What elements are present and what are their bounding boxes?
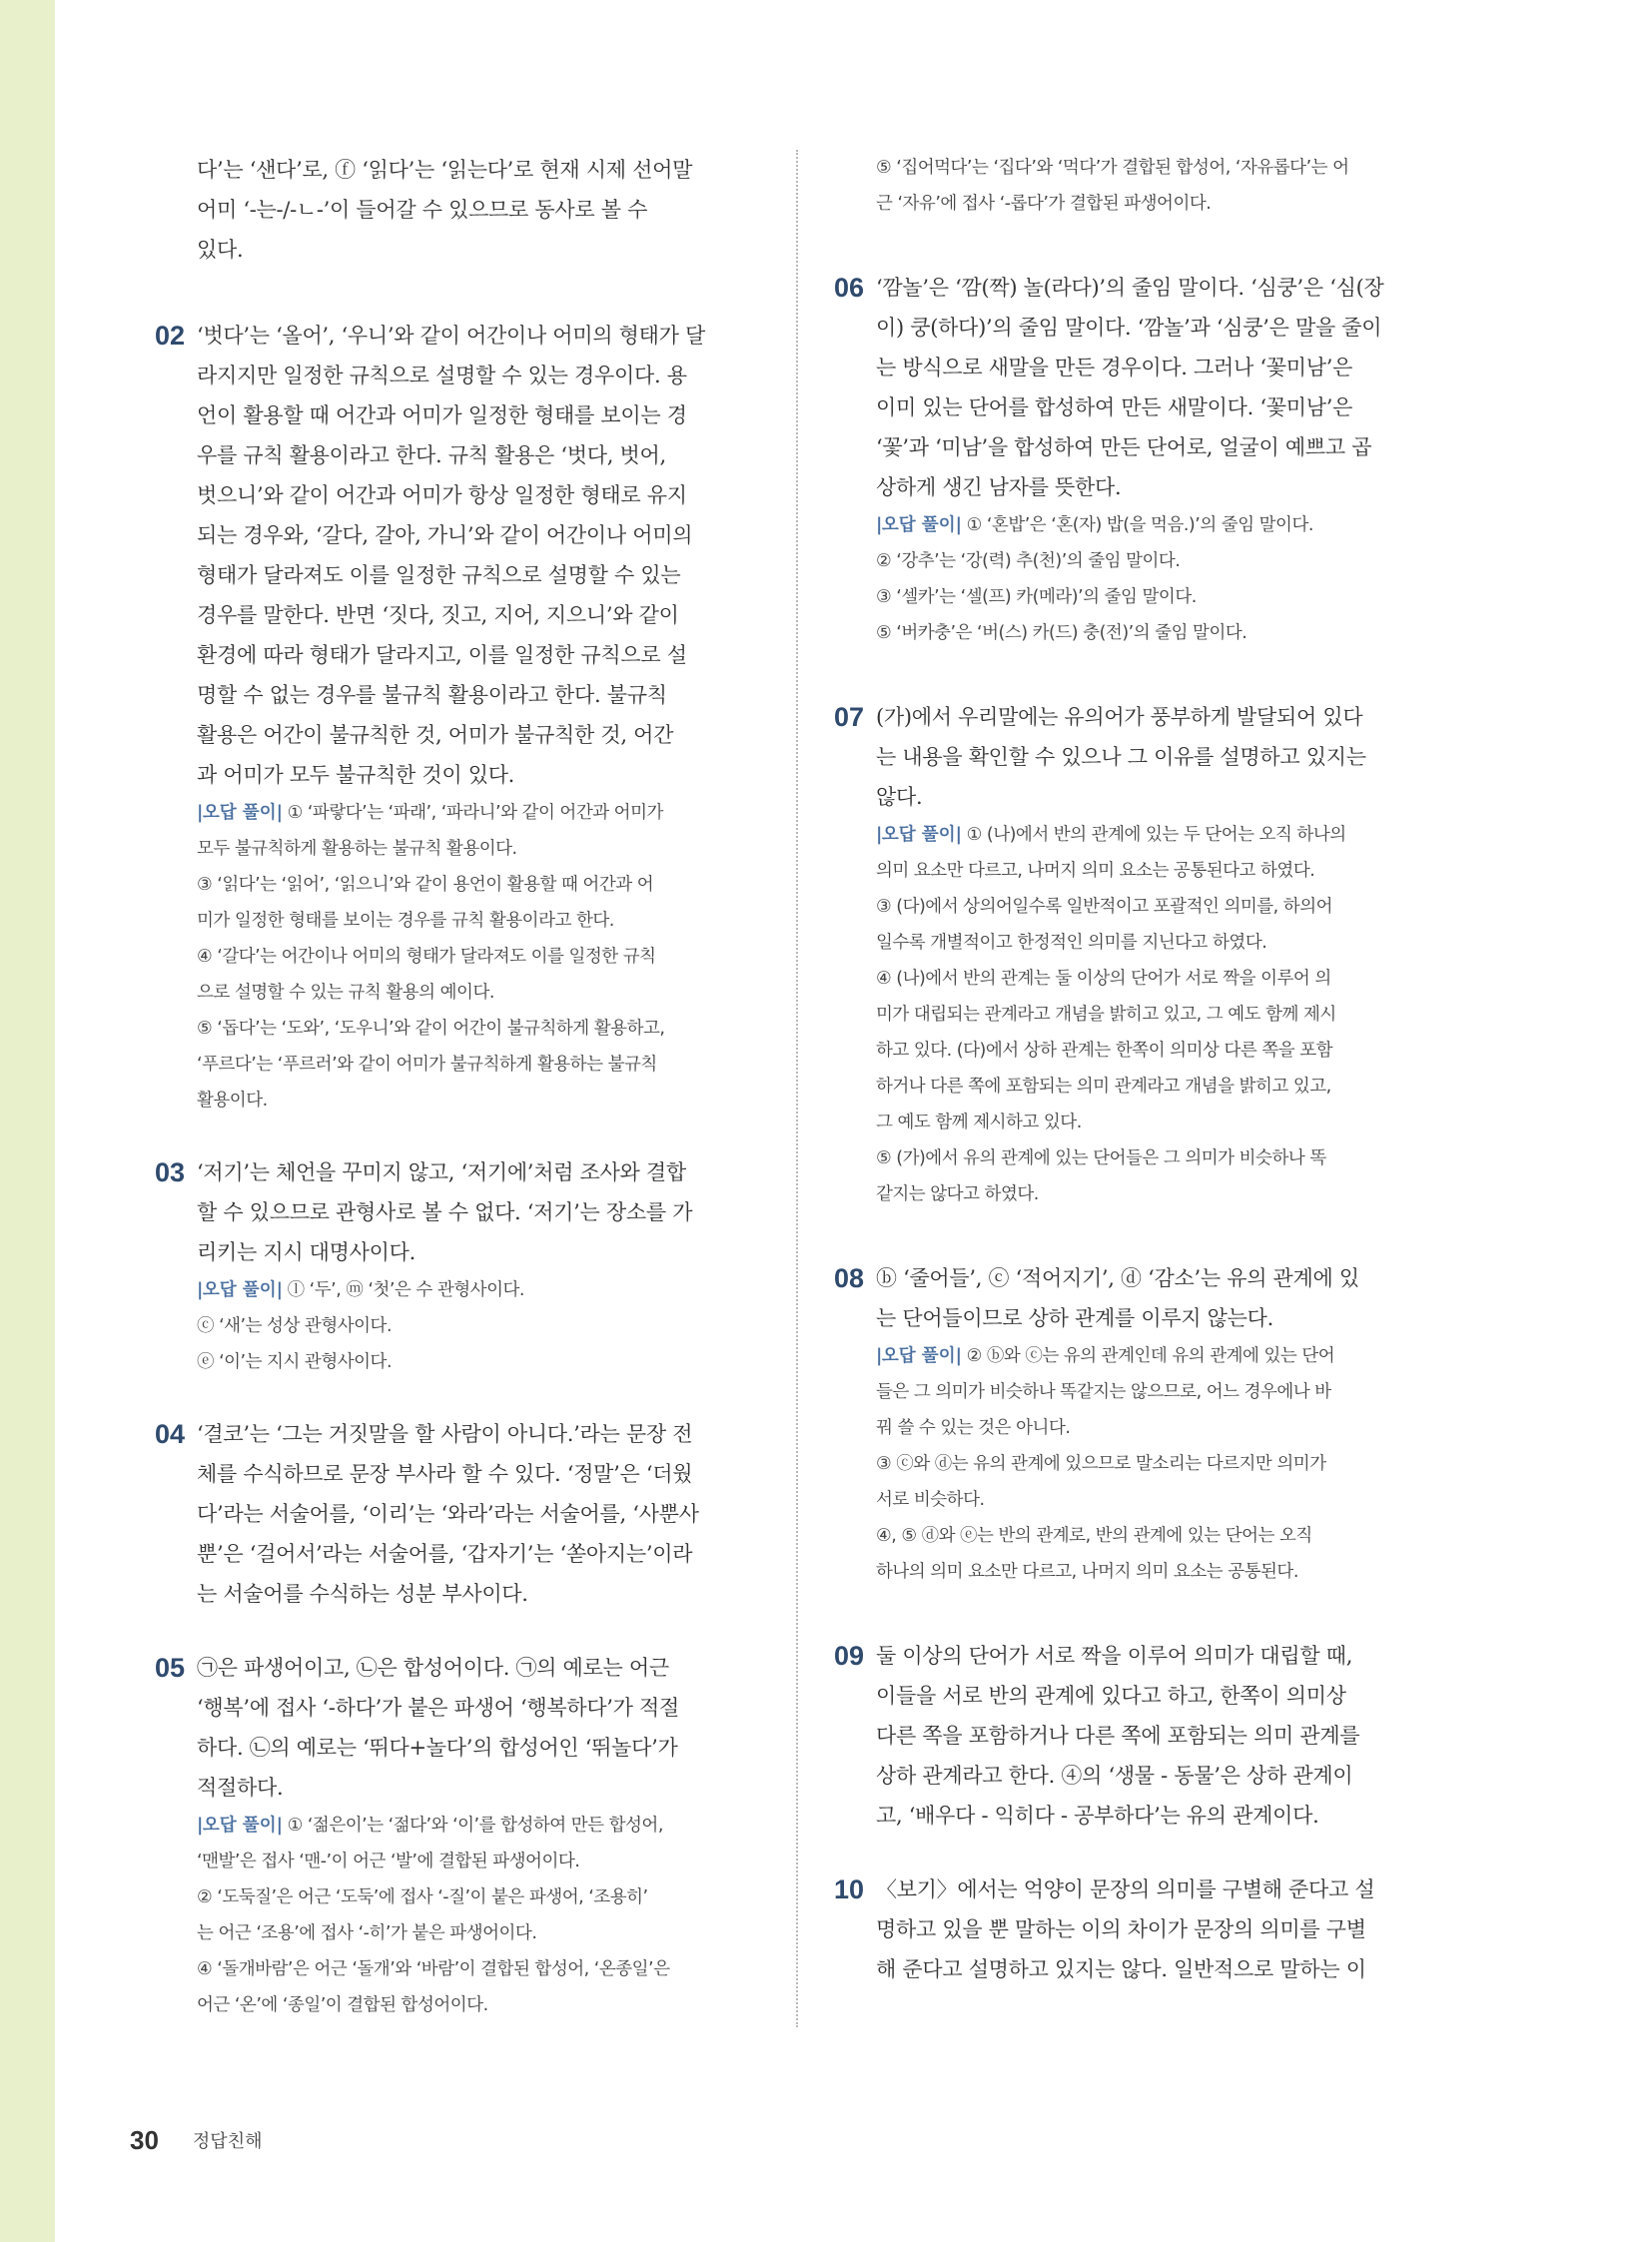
explanation: |오답 풀이| ① ‘파랗다’는 ‘파래’, ‘파라니’와 같이 어간과 어미가 모두 불규칙하게 활용하는 불규칙 활용이다. ③ ‘읽다’는 ‘읽어’, ‘읽으니’와 같이 용언이 활용할 때 어간과 어 미가 일정한 형태를 보이는 경우를 규칙 활용이라고 한다. ④ ‘갈다’는 어간이나 어미의 형태가 달라져도 이를 일정한 규칙 으로 설명할 수 있는 규칙 활용의 예이다. ⑤ ‘돕다’는 ‘도와’, ‘도우니’와 같이 어간이 불규칙하게 활용하고, ‘푸르다’는 ‘푸르러’와 같이 어미가 불규칙하게 활용하는 불규칙 활용이다. — [197, 803, 665, 1111]
question-number: 06 — [834, 273, 865, 303]
left-column — [155, 150, 754, 2023]
question-04 — [155, 1414, 754, 1614]
wrong-answer-label: 오답 풀이 — [202, 1280, 277, 1300]
right-column — [834, 150, 1433, 1989]
question-02 — [155, 316, 754, 1119]
answer-text: ‘결코’는 ‘그는 거짓말을 할 사람이 아니다.’라는 문장 전 체를 수식하므로 문장 부사라 할 수 있다. ‘정말’은 ‘더웠 다’라는 서술어를, ‘이리’는 ‘와라’라는 서술어를, ‘사뿐사 뿐’은 ‘걸어서’라는 서술어를, ‘갑자기’는 ‘쏟아지는’이라 는 서술어를 수식하는 성분 부사이다. — [197, 1422, 699, 1606]
answer-text: ㉠은 파생어이고, ㉡은 합성어이다. ㉠의 예로는 어근 ‘행복’에 접사 ‘-하다’가 붙은 파생어 ‘행복하다’가 적절 하다. ㉡의 예로는 ‘뛰다+놀다’의 합성어인 ‘뛰놀다’가 적절하다. — [197, 1656, 680, 1800]
explanation: |오답 풀이| ⓛ ‘두’, ⓜ ‘첫’은 수 관형사이다. ⓒ ‘새’는 성상 관형사이다. ⓔ ‘이’는 지시 관형사이다. — [197, 1280, 524, 1372]
wrong-answer-label: 오답 풀이 — [202, 1816, 277, 1836]
wrong-answer-label: 오답 풀이 — [881, 825, 956, 845]
page-number: 30 — [130, 2124, 159, 2155]
answer-text: ‘벗다’는 ‘올어’, ‘우니’와 같이 어간이나 어미의 형태가 달 라지지만 일정한 규칙으로 설명할 수 있는 경우이다. 용 언이 활용할 때 어간과 어미가 일정한 형태를 보이는 경 우를 규칙 활용이라고 한다. 규칙 활용은 ‘벗다, 벗어, 벗으니’와 같이 어간과 어미가 항상 일정한 형태로 유지 되는 경우와, ‘갈다, 갈아, 가니’와 같이 어간이나 어미의 형태가 달라져도 이를 일정한 규칙으로 설명할 수 있는 경우를 말한다. 반면 ‘짓다, 짓고, 지어, 지으니’와 같이 환경에 따라 형태가 달라지고, 이를 일정한 규칙으로 설 명할 수 없는 경우를 불규칙 활용이라고 한다. 불규칙 활용은 어간이 불규칙한 것, 어미가 불규칙한 것, 어간 과 어미가 모두 불규칙한 것이 있다. — [197, 324, 705, 787]
question-10 — [834, 1869, 1433, 1989]
question-number: 03 — [155, 1157, 186, 1187]
question-09 — [834, 1636, 1433, 1836]
question-number: 08 — [834, 1263, 865, 1293]
question-number: 04 — [155, 1419, 186, 1449]
question-number: 02 — [155, 321, 186, 351]
question-07 — [834, 697, 1433, 1212]
intro-explanation: ⑤ ‘집어먹다’는 ‘집다’와 ‘먹다’가 결합된 합성어, ‘자유롭다’는 어 근 ‘자유’에 접사 ‘-롭다’가 결합된 파생어이다. — [876, 158, 1349, 214]
answer-text: ‘깜놀’은 ‘깜(짝) 놀(라다)’의 줄임 말이다. ‘심쿵’은 ‘심(장 이) 쿵(하다)’의 줄임 말이다. ‘깜놀’과 ‘심쿵’은 말을 줄이 는 방식으로 새말을 만든 경우이다. 그러나 ‘꽃미남’은 이미 있는 단어를 합성하여 만든 새말이다. ‘꽃미남’은 ‘꽃’과 ‘미남’을 합성하여 만든 단어로, 얼굴이 예쁘고 곱 상하게 생긴 남자를 뜻한다. — [876, 276, 1384, 499]
wrong-answer-label: 오답 풀이 — [881, 1346, 956, 1366]
question-06 — [834, 268, 1433, 651]
book-title: 정답친해 — [192, 2131, 263, 2152]
answer-text: 〈보기〉에서는 억양이 문장의 의미를 구별해 준다고 설 명하고 있을 뿐 말하는 이의 차이가 문장의 의미를 구별 해 준다고 설명하고 있지는 않다. 일반적으로 말하는 이 — [876, 1877, 1375, 1981]
wrong-answer-label: 오답 풀이 — [202, 803, 277, 823]
question-03 — [155, 1152, 754, 1380]
question-number: 05 — [155, 1653, 186, 1683]
question-number: 09 — [834, 1641, 865, 1671]
question-number: 10 — [834, 1874, 865, 1904]
answer-text: ⓑ ‘줄어들’, ⓒ ‘적어지기’, ⓓ ‘감소’는 유의 관계에 있 는 단어들이므로 상하 관계를 이루지 않는다. — [876, 1266, 1359, 1330]
question-number: 07 — [834, 702, 865, 732]
answer-text: 둘 이상의 단어가 서로 짝을 이루어 의미가 대립할 때, 이들을 서로 반의 관계에 있다고 하고, 한쪽이 의미상 다른 쪽을 포함하거나 다른 쪽에 포함되는 의미 관계를 상하 관계라고 한다. ④의 ‘생물 - 동물’은 상하 관계이 고, ‘배우다 - 익히다 - 공부하다’는 유의 관계이다. — [876, 1644, 1360, 1828]
side-color-strip — [0, 0, 55, 2242]
question-05 — [155, 1648, 754, 2023]
question-08 — [834, 1258, 1433, 1590]
explanation: |오답 풀이| ① ‘젊은이’는 ‘젊다’와 ‘이’를 합성하여 만든 합성어, ‘맨발’은 접사 ‘맨-’이 어근 ‘발’에 결합된 파생어이다. ② ‘도둑질’은 어근 ‘도둑’에 접사 ‘-질’이 붙은 파생어, ‘조용히’ 는 어근 ‘조용’에 접사 ‘-히’가 붙은 파생어이다. ④ ‘돌개바람’은 어근 ‘돌개’와 ‘바람’이 결합된 합성어, ‘온종일’은 어근 ‘온’에 ‘종일’이 결합된 합성어이다. — [197, 1816, 670, 2015]
explanation: |오답 풀이| ① ‘혼밥’은 ‘혼(자) 밥(을 먹음.)’의 줄임 말이다. ② ‘강추’는 ‘강(력) 추(천)’의 줄임 말이다. ③ ‘셀카’는 ‘셀(프) 카(메라)’의 줄임 말이다. ⑤ ‘버카충’은 ‘버(스) 카(드) 충(전)’의 줄임 말이다. — [876, 515, 1313, 643]
page-footer — [130, 2125, 262, 2155]
wrong-answer-label: 오답 풀이 — [881, 515, 956, 535]
answer-text: (가)에서 우리말에는 유의어가 풍부하게 발달되어 있다 는 내용을 확인할 수 있으나 그 이유를 설명하고 있지는 않다. — [876, 705, 1366, 809]
explanation: |오답 풀이| ② ⓑ와 ⓒ는 유의 관계인데 유의 관계에 있는 단어 들은 그 의미가 비슷하나 똑같지는 않으므로, 어느 경우에나 바 꿔 쓸 수 있는 것은 아니다. ③ ⓒ와 ⓓ는 유의 관계에 있으므로 말소리는 다르지만 의미가 서로 비슷하다. ④, ⑤ ⓓ와 ⓔ는 반의 관계로, 반의 관계에 있는 단어는 오직 하나의 의미 요소만 다르고, 나머지 의미 요소는 공통된다. — [876, 1346, 1335, 1582]
answer-text: ‘저기’는 체언을 꾸미지 않고, ‘저기에’처럼 조사와 결합 할 수 있으므로 관형사로 볼 수 없다. ‘저기’는 장소를 가 리키는 지시 대명사이다. — [197, 1160, 693, 1264]
explanation: |오답 풀이| ① (나)에서 반의 관계에 있는 두 단어는 오직 하나의 의미 요소만 다르고, 나머지 의미 요소는 공통된다고 하였다. ③ (다)에서 상의어일수록 일반적이고 포괄적인 의미를, 하의어 일수록 개별적이고 한정적인 의미를 지닌다고 하였다. ④ (나)에서 반의 관계는 둘 이상의 단어가 서로 짝을 이루어 의 미가 대립되는 관계라고 개념을 밝히고 있고, 그 예도 함께 제시 하고 있다. (다)에서 상하 관계는 한쪽이 의미상 다른 쪽을 포함 하거나 다른 쪽에 포함되는 의미 관계라고 개념을 밝히고 있고, 그 예도 함께 제시하고 있다. ⑤ (가)에서 유의 관계에 있는 단어들은 그 의미가 비슷하나 똑 같지는 않다고 하였다. — [876, 825, 1346, 1204]
intro-text: 다’는 ‘샌다’로, ⓕ ‘읽다’는 ‘읽는다’로 현재 시제 선어말 어미 ‘-는-/-ㄴ-’이 들어갈 수 있으므로 동사로 볼 수 있다. — [197, 158, 693, 262]
column-divider — [796, 150, 798, 2027]
